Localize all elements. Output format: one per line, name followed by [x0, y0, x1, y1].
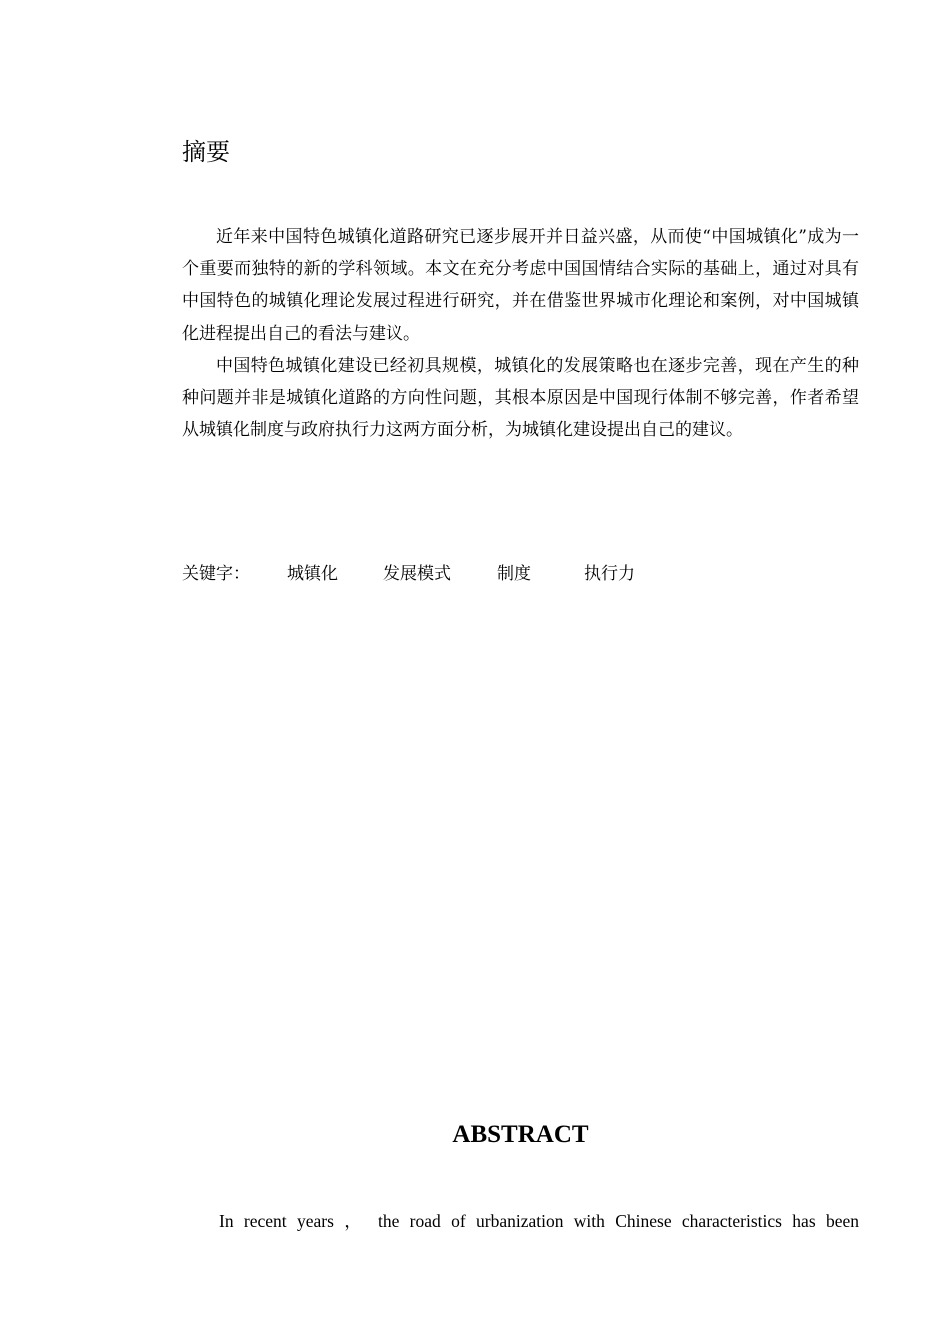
chinese-abstract-title: 摘要 [182, 138, 230, 166]
chinese-abstract-paragraph-1: 近年来中国特色城镇化道路研究已逐步展开并日益兴盛，从而使“中国城镇化”成为一个重要而独特的新的学科领域。本文在充分考虑中国国情结合实际的基础上，通过对具有中国特色的城镇化理论发展过程进行研究，并在借鉴世界城市化理论和案例，对中国城镇化进程提出自己的看法与建议。 [182, 227, 859, 344]
keywords-label: 关键字： [182, 564, 250, 584]
keyword-3: 制度 [497, 564, 531, 584]
keyword-1: 城镇化 [287, 564, 338, 584]
keyword-2: 发展模式 [383, 564, 451, 584]
english-abstract-title [182, 1117, 859, 1153]
keyword-4: 执行力 [584, 564, 635, 584]
english-abstract-first-line: In recent years ， the road of urbanization with Chinese characteristics has been [219, 1211, 859, 1231]
chinese-abstract-paragraph-2: 中国特色城镇化建设已经初具规模，城镇化的发展策略也在逐步完善，现在产生的种种问题并非是城镇化道路的方向性问题，其根本原因是中国现行体制不够完善，作者希望从城镇化制度与政府执行力这两方面分析，为城镇化建设提出自己的建议。 [182, 355, 859, 441]
english-abstract-title-text: ABSTRACT [452, 1121, 589, 1148]
chinese-abstract-body [182, 221, 859, 446]
